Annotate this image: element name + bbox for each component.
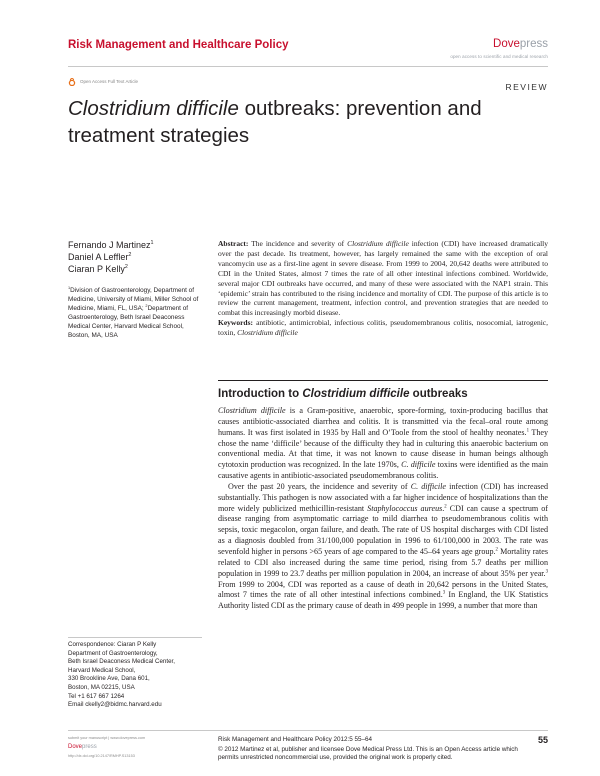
abstract-text: The incidence and severity of <box>248 239 348 248</box>
title-italic: Clostridium difficile <box>68 97 239 120</box>
doi-link[interactable]: http://dx.doi.org/10.2147/RMHP.S13153 <box>68 754 135 758</box>
abstract <box>218 239 548 338</box>
brand-part-a: Dove <box>68 744 83 750</box>
text-run: toxins were identified as the main causative agents in antibiotic-associated pseudomembranous colitis. <box>218 460 548 481</box>
footer-publisher-logo[interactable] <box>68 744 97 750</box>
text-run: infection (CDI) has increased substantially. This pathogen is now associated with a far higher incidence of hospitalizations than the more widely publicized methicillin-resistant <box>218 481 548 513</box>
correspondence-line: Department of Gastroenterology, <box>68 649 158 657</box>
citation-ref[interactable]: 3 <box>442 590 446 596</box>
brand-part-b: press <box>519 38 548 50</box>
article-type: REVIEW <box>505 82 548 92</box>
author-affil-sup: 2 <box>124 264 128 270</box>
text-run: CDI can cause a spectrum of disease ranging from asymptomatic carriage to mild diarrhea to pseudomembranous colitis with sepsis, toxic megacolon, organ failure, and death. The rate of US hospital discharges with CDI listed as a diagnosis doubled from 31/100,000 population in 1996 to 61/100,000 in 2003. The rate was sevenfold higher in persons >65 years of age compared to the 45–64 years age group. <box>218 503 548 556</box>
author <box>68 263 154 275</box>
abstract-divider <box>218 380 548 381</box>
text-run: They chose the name ‘difficile’ because of the difficulty they had in culturing this anaerobic bacterium on conventional media. At that time, it was not known to cause disease in human beings although cytotoxin production was recognized. In the late 1970s, <box>218 427 549 470</box>
affiliation-2: Department of Gastroenterology, Beth Israel Deaconess Medical Center, Harvard Medical School, Boston, MA, USA <box>68 305 189 340</box>
text-run: . <box>442 503 445 513</box>
author-name: Daniel A Leffler <box>68 252 129 262</box>
heading-part: outbreaks <box>409 388 468 400</box>
brand-part-a: Dove <box>493 38 520 50</box>
author-affil-sup: 2 <box>128 252 132 258</box>
publisher-logo[interactable] <box>493 38 548 50</box>
heading-part: Introduction to <box>218 388 303 400</box>
text-run: Mortality rates related to CDI also increased during the same time period, rising from 5.7 deaths per million population in 1999 to 23.7 deaths per million population in 2004, an increase of about 35% per year. <box>218 546 548 578</box>
italic-term: C. difficile <box>401 460 436 470</box>
affiliations <box>68 286 202 341</box>
correspondence-line: Harvard Medical School, <box>68 666 136 674</box>
abstract-italic: Clostridium difficile <box>347 239 409 248</box>
citation-ref[interactable]: 2 <box>495 547 498 553</box>
text-run: From 1999 to 2004, CDI was reported as a cause of death in 20,642 persons in the United States, almost 7 times the rate of all other intestinal infections combined. <box>218 579 548 600</box>
text-run: In England, the UK Statistics Authority listed CDI as the primary cause of death in 499 people in 1999, a number that more than <box>218 590 548 611</box>
abstract-text: infection (CDI) have increased dramatically over the past decade. Its treatment, however, has largely remained the same with the exception of oral vancomycin use as a first-line agent in severe disease. From 1999 to 2004, 20,642 deaths were attributed to CDI in the United States, almost 7 times the rate of all other intestinal infections combined. Worldwide, several major CDI outbreaks have occurred, and many of these were associated with the NAP1 strain. This ‘epidemic’ strain has contributed to the rising incidence and mortality of CDI. The purpose of this article is to review the current management, treatment, infection control, and prevention strategies that are needed to combat this increasingly morbid disease. <box>218 239 548 318</box>
open-access-icon <box>68 78 76 86</box>
page-number: 55 <box>537 735 548 745</box>
heading-italic: Clostridium difficile <box>302 388 410 400</box>
correspondence-line: Boston, MA 02215, USA <box>68 683 135 691</box>
body-text <box>218 406 548 612</box>
italic-term: Staphylococcus aureus <box>367 503 443 513</box>
correspondence-line: Beth Israel Deaconess Medical Center, <box>68 658 175 666</box>
correspondence-line: 330 Brookline Ave, Dana 601, <box>68 675 150 683</box>
correspondence <box>68 641 202 710</box>
author-name: Ciaran P Kelly <box>68 264 125 274</box>
author <box>68 239 154 251</box>
author-name: Fernando J Martinez <box>68 240 151 250</box>
footer-divider <box>68 730 548 731</box>
paragraph <box>218 482 548 612</box>
italic-term: C. difficile <box>410 481 446 491</box>
copyright-notice: © 2012 Martinez et al, publisher and licensee Dove Medical Press Ltd. This is an Open Access article which permits unrestricted noncommercial use, provided the original work is properly cited. <box>218 746 518 762</box>
affil-sup: 2 <box>145 304 148 309</box>
submit-manuscript-link[interactable]: submit your manuscript | www.dovepress.com <box>68 736 146 740</box>
correspondence-email[interactable]: Email ckelly2@bidmc.harvard.edu <box>68 701 162 709</box>
correspondence-line: Tel +1 617 667 1264 <box>68 692 125 700</box>
open-access-label: Open Access Full Text Article <box>80 79 138 84</box>
journal-title: Risk Management and Healthcare Policy <box>68 39 289 51</box>
citation-ref[interactable]: 2 <box>444 503 447 509</box>
abstract-label: Abstract: <box>218 239 249 248</box>
author-affil-sup: 1 <box>150 240 154 246</box>
header-divider <box>68 66 548 67</box>
article-title <box>68 95 498 149</box>
journal-citation: Risk Management and Healthcare Policy 2012:5 55–64 <box>218 736 373 743</box>
brand-part-b: press <box>82 744 97 750</box>
citation-ref[interactable]: 3 <box>545 568 548 574</box>
publisher-tagline: open access to scientific and medical research <box>450 54 548 59</box>
correspondence-divider <box>68 637 202 638</box>
author-list <box>68 239 154 275</box>
italic-term: Clostridium difficile <box>218 406 286 415</box>
correspondence-line: Correspondence: Ciaran P Kelly <box>68 641 157 648</box>
title-rest: outbreaks: prevention and treatment strategies <box>68 97 482 147</box>
paragraph <box>218 406 548 482</box>
keywords-label: Keywords: <box>218 318 253 328</box>
citation-ref[interactable]: 1 <box>526 428 529 433</box>
section-heading <box>218 388 468 400</box>
text-run: Over the past 20 years, the incidence and severity of <box>228 481 411 491</box>
text-run: is a Gram-positive, anaerobic, spore-forming, toxin-producing bacillus that causes antibiotic-associated diarrhea and colitis. It is transmitted via the fecal–oral route among humans. It was first isolated in 1935 by Hall and O’Toole from the stool of healthy neonates. <box>218 406 548 437</box>
keywords-italic: Clostridium difficile <box>237 328 298 338</box>
keywords-text: antibiotic, antimicrobial, infectious colitis, pseudomembranous colitis, nosocomial, iatrogenic, toxin, <box>218 318 548 338</box>
affiliation-1: Division of Gastroenterology, Department of Medicine, University of Miami, Miller School of Medicine, Miami, FL, USA; <box>68 287 199 313</box>
affil-sup: 1 <box>68 285 71 290</box>
author <box>68 251 154 263</box>
